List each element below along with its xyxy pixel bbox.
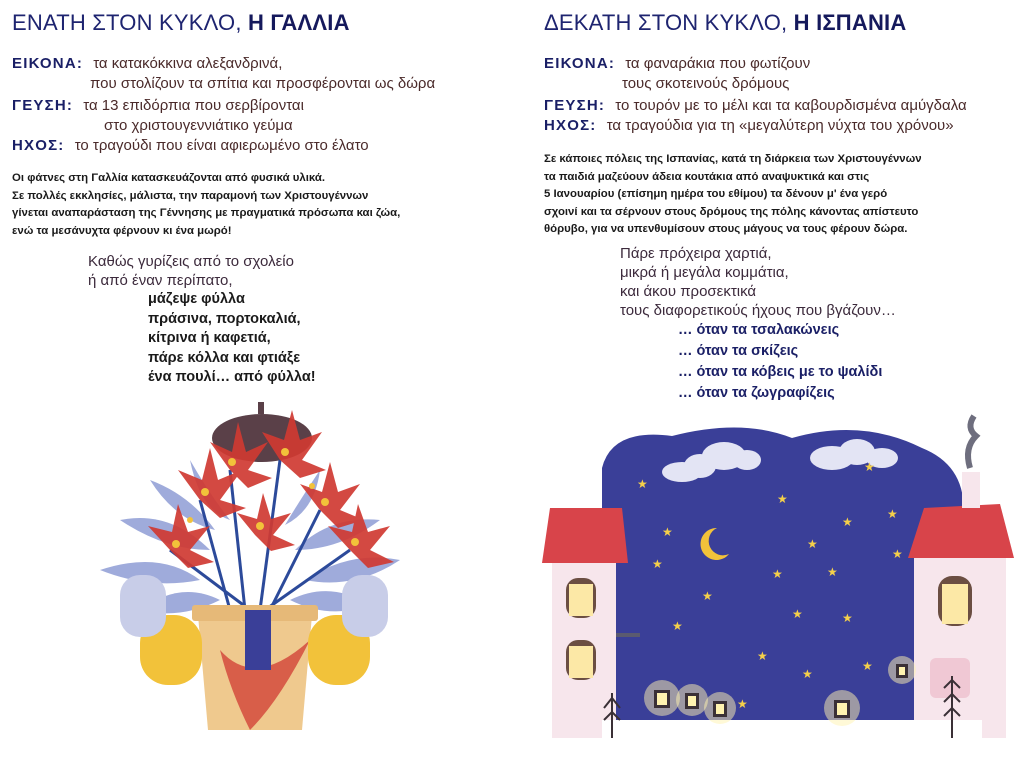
sense-taste: [12, 96, 304, 116]
title-country: Η ΙΣΠΑΝΙΑ: [793, 10, 907, 35]
svg-text:★: ★: [652, 557, 663, 571]
sense-image-text: τα φαναράκια που φωτίζουν: [625, 55, 811, 72]
sense-sound: [544, 116, 954, 136]
description: Σε κάποιες πόλεις της Ισπανίας, κατά τη διάρκεια των Χριστουγέννων τα παιδιά μαζεύουν άδεια κουτάκια από αναψυκτικά και στις 5 Ιανουαρίου (επίσημη ημέρα του εθίμου) τα δένουν μ' ένα γερό σχοινί και τα σέρνουν στους δρόμους της πόλης κάνοντας απίστευτο θόρυβο, για να υπενθυμίσουν στους μάγους να τους φέρουν δώρα.: [544, 153, 922, 235]
svg-text:★: ★: [862, 659, 873, 673]
svg-text:★: ★: [792, 607, 803, 621]
svg-text:★: ★: [892, 547, 903, 561]
svg-text:★: ★: [802, 667, 813, 681]
title-country: Η ΓΑΛΛΙΑ: [248, 10, 350, 35]
sense-sound-label: ΗΧΟΣ:: [12, 137, 65, 154]
sense-taste-label: ΓΕΥΣΗ:: [12, 97, 74, 114]
poem-intro: Καθώς γυρίζεις από το σχολείο ή από έναν περίπατο,: [88, 253, 294, 289]
sense-image: [544, 54, 810, 74]
sense-image-label: ΕΙΚΟΝΑ:: [544, 55, 616, 72]
sense-image-label: ΕΙΚΟΝΑ:: [12, 55, 84, 72]
svg-text:★: ★: [864, 460, 875, 474]
svg-text:★: ★: [737, 697, 748, 711]
sense-sound-text: τα τραγούδια για τη «μεγαλύτερη νύχτα του χρόνου»: [606, 117, 954, 134]
svg-text:★: ★: [637, 477, 648, 491]
page-title: [544, 10, 906, 36]
night-street-illustration: [542, 408, 1014, 748]
sense-taste-text-2: στο χριστουγεννιάτικο γεύμα: [104, 117, 293, 134]
sense-sound-label: ΗΧΟΣ:: [544, 117, 597, 134]
sense-sound-text: το τραγούδι που είναι αφιερωμένο στο έλατο: [74, 137, 369, 154]
page-title: [12, 10, 350, 36]
sense-sound: [12, 136, 369, 156]
poem-bold: … όταν τα τσαλακώνεις … όταν τα σκίζεις … όταν τα κόβεις με το ψαλίδι … όταν τα ζωγραφίζεις: [678, 322, 883, 401]
svg-text:★: ★: [702, 589, 713, 603]
sense-image-text-2: που στολίζουν τα σπίτια και προσφέρονται ως δώρα: [90, 75, 436, 92]
svg-text:★: ★: [772, 567, 783, 581]
svg-text:★: ★: [662, 525, 673, 539]
poem-intro: Πάρε πρόχειρα χαρτιά, μικρά ή μεγάλα κομμάτια, και άκου προσεκτικά τους διαφορετικούς ήχους που βγάζουν…: [620, 245, 896, 319]
sense-image-text-2: τους σκοτεινούς δρόμους: [622, 75, 790, 92]
page-spain: [512, 0, 1024, 763]
svg-text:★: ★: [757, 649, 768, 663]
svg-text:★: ★: [887, 507, 898, 521]
svg-text:★: ★: [827, 565, 838, 579]
sense-taste-text: το τουρόν με το μέλι και τα καβουρδισμένα αμύγδαλα: [615, 97, 967, 114]
svg-text:★: ★: [672, 619, 683, 633]
flower-pot-illustration: [80, 400, 420, 750]
sense-image-text: τα κατακόκκινα αλεξανδρινά,: [93, 55, 283, 72]
svg-text:★: ★: [777, 492, 788, 506]
sense-taste-label: ΓΕΥΣΗ:: [544, 97, 606, 114]
sense-taste-text: τα 13 επιδόρπια που σερβίρονται: [83, 97, 304, 114]
sense-image: [12, 54, 282, 74]
title-prefix: ΕΝΑΤΗ ΣΤΟΝ ΚΥΚΛΟ,: [12, 10, 242, 35]
svg-text:★: ★: [842, 515, 853, 529]
svg-text:★: ★: [842, 611, 853, 625]
description: Οι φάτνες στη Γαλλία κατασκευάζονται από φυσικά υλικά. Σε πολλές εκκλησίες, μάλιστα, την παραμονή των Χριστουγέννων γίνεται αναπαράσταση της Γέννησης με πραγματικά πρόσωπα και ζώα, ενώ τα μεσάνυχτα φέρνουν κι ένα μωρό!: [12, 172, 401, 237]
svg-text:★: ★: [807, 537, 818, 551]
sense-taste: [544, 96, 967, 116]
title-prefix: ΔΕΚΑΤΗ ΣΤΟΝ ΚΥΚΛΟ,: [544, 10, 788, 35]
poem-bold: μάζεψε φύλλα πράσινα, πορτοκαλιά, κίτρινα ή καφετιά, πάρε κόλλα και φτιάξε ένα πουλί… από φύλλα!: [148, 291, 316, 385]
